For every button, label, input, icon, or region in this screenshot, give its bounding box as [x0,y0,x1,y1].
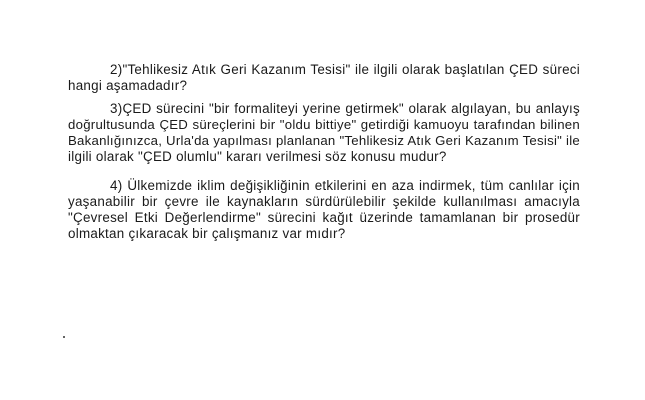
question-4-line-2: yaşanabilir bir çevre ile kaynakların sürdürülebilir şekilde kullanılması amacıyla [68,194,580,209]
question-4-line-4: olmaktan çıkaracak bir çalışmanız var mıdır? [68,226,346,241]
question-4-line-3: "Çevresel Etki Değerlendirme" sürecini kağıt üzerinde tamamlanan bir prosedür [68,210,580,225]
question-3-line-2: doğrultusunda ÇED süreçlerini bir "oldu bittiye" getirdiği kamuoyu tarafından bilinen [68,117,580,132]
question-3-line-3: Bakanlığınızca, Urla'da yapılması planlanan "Tehlikesiz Atık Geri Kazanım Tesisi" ile [68,133,580,148]
question-3-line-1: 3)ÇED sürecini "bir formaliteyi yerine getirmek" olarak algılayan, bu anlayış [110,101,580,116]
scan-speck [63,336,65,338]
question-3-line-4: ilgili olarak "ÇED olumlu" kararı verilmesi söz konusu mudur? [68,149,447,164]
question-2-line-2: hangi aşamadadır? [68,78,188,93]
question-2-line-1: 2)"Tehlikesiz Atık Geri Kazanım Tesisi" ile ilgili olarak başlatılan ÇED süreci [110,62,580,77]
question-4-line-1: 4) Ülkemizde iklim değişikliğinin etkilerini en aza indirmek, tüm canlılar için [110,178,580,193]
